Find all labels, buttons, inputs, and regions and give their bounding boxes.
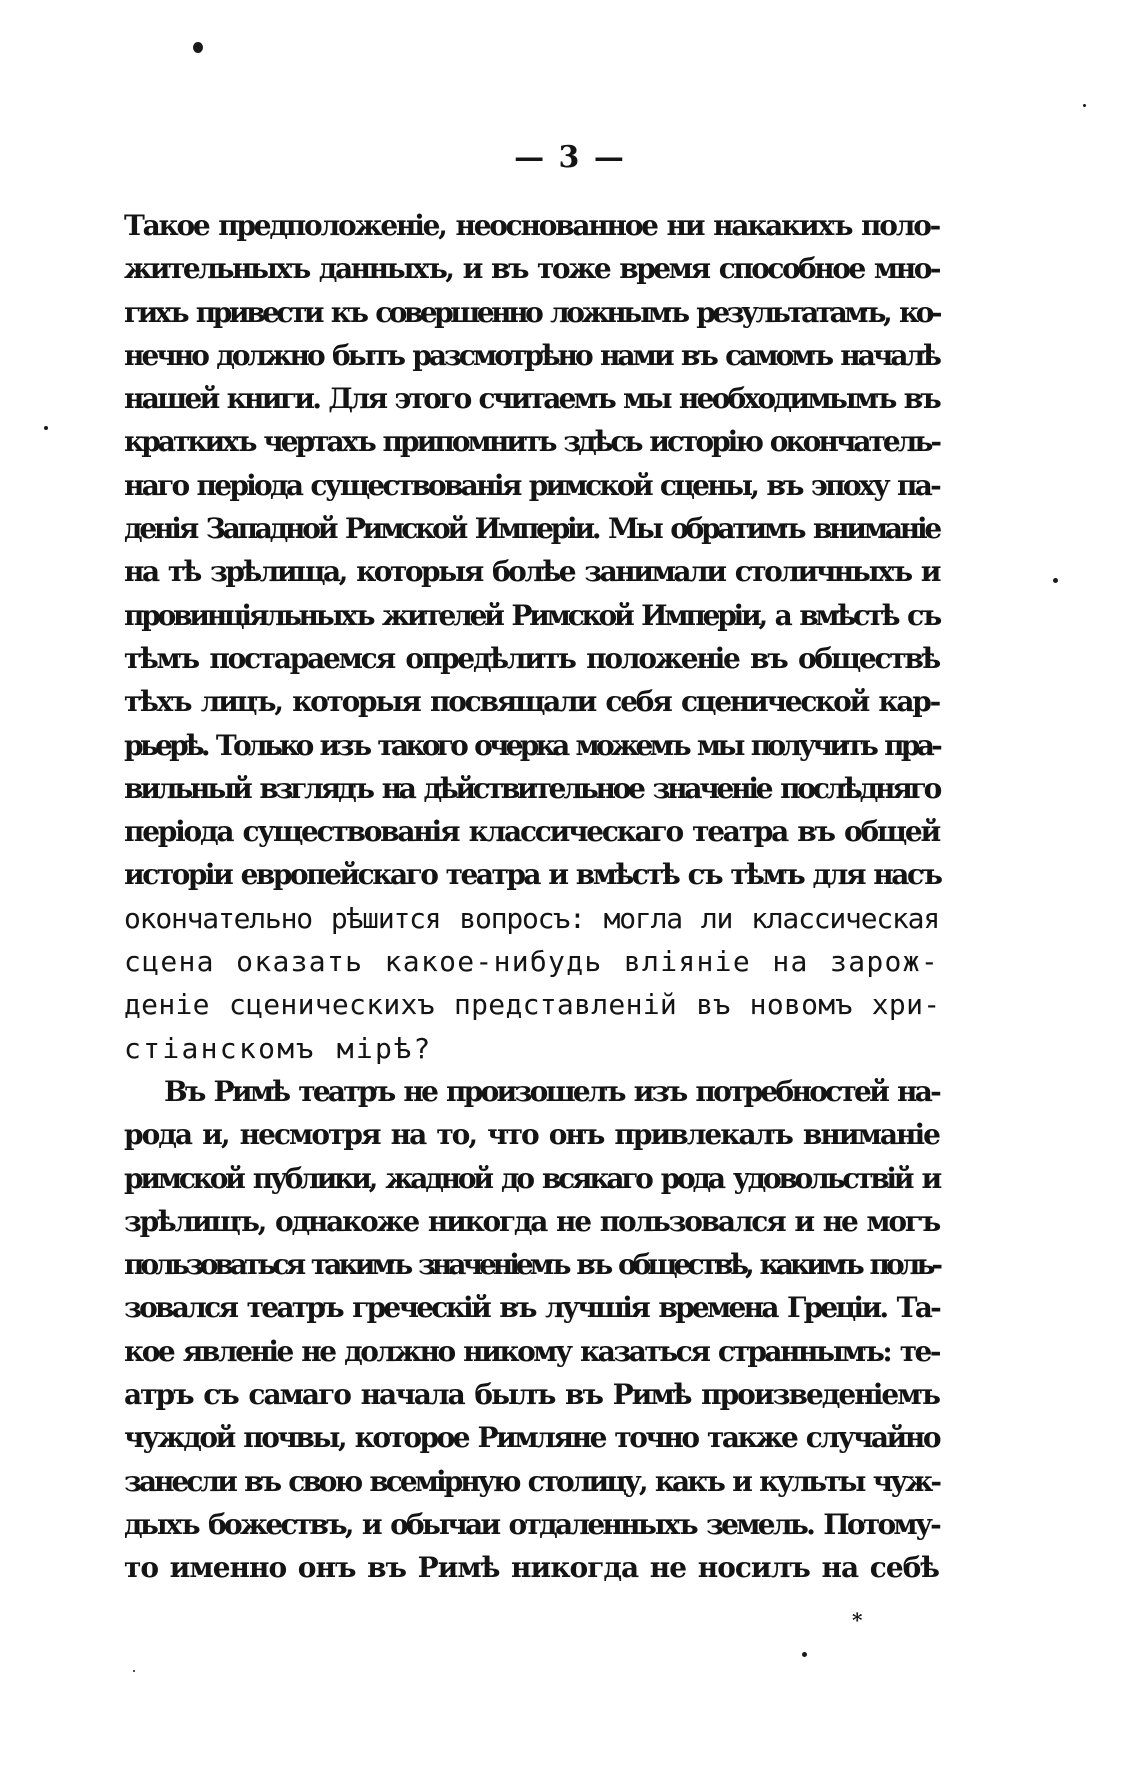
text-line: на тѣ зрѣлища, которыя болѣе занимали столичныхъ и xyxy=(124,555,939,589)
page-number: — 3 — xyxy=(514,140,626,175)
text-line: денiе сценическихъ представленiй въ новомъ хри- xyxy=(124,988,941,1022)
text-line: Въ Римѣ театръ не произошелъ изъ потребностей на- xyxy=(164,1074,939,1108)
scan-speck xyxy=(193,42,203,53)
text-line: атръ съ самаго начала былъ въ Римѣ произведенiемъ xyxy=(124,1378,939,1412)
text-line: окончательно рѣшится вопросъ: могла ли классическая xyxy=(124,901,939,935)
text-line: зовался театръ греческiй въ лучшiя времена Грецiи. Та- xyxy=(124,1291,939,1325)
text-line: вильный взглядъ на дѣйствительное значенiе послѣдняго xyxy=(124,771,939,805)
text-line: рьерѣ. Только изъ такого очерка можемъ мы получить пра- xyxy=(124,728,939,762)
footer-mark: * xyxy=(852,1608,863,1632)
text-line: исторiи европейскаго театра и вмѣстѣ съ тѣмъ для насъ xyxy=(124,858,941,892)
text-line: провинцiяльныхъ жителей Римской Имперiи, а вмѣстѣ съ xyxy=(124,598,939,632)
text-line: то именно онъ въ Римѣ никогда не носилъ на себѣ xyxy=(124,1551,939,1585)
text-line: кое явленiе не должно никому казаться страннымъ: те- xyxy=(124,1334,939,1368)
text-line: тѣхъ лицъ, которыя посвящали себя сценической кар- xyxy=(124,685,939,719)
scan-speck xyxy=(1053,578,1058,583)
scan-speck xyxy=(133,1670,135,1672)
body-text xyxy=(124,204,939,1590)
text-line: тѣмъ постараемся опредѣлить положенiе въ обществѣ xyxy=(124,641,939,675)
text-line: Такое предположенiе, неоснованное ни накакихъ поло- xyxy=(124,209,939,242)
text-line: чуждой почвы, которое Римляне точно также случайно xyxy=(124,1421,939,1455)
text-line: гихъ привести къ совершенно ложнымъ результатамъ, ко- xyxy=(124,295,939,329)
text-line: краткихъ чертахъ припомнить здѣсь исторiю окончатель- xyxy=(124,425,939,459)
text-line: дыхъ божествъ, и обычаи отдаленныхъ земель. Потому- xyxy=(124,1507,939,1541)
text-line: денiя Западной Римской Имперiи. Мы обратимъ вниманiе xyxy=(124,512,939,546)
scan-speck xyxy=(802,1652,807,1657)
text-line: перiода существованiя классическаго театра въ общей xyxy=(124,815,939,849)
text-line: пользоваться такимъ значенiемъ въ обществѣ, какимъ поль- xyxy=(124,1248,939,1282)
scan-speck xyxy=(44,426,48,430)
text-line: занесли въ свою всемiрную столицу, какъ и культы чуж- xyxy=(124,1464,939,1498)
text-line: рода и, несмотря на то, что онъ привлекалъ вниманiе xyxy=(124,1118,939,1152)
text-line: нечно должно быть разсмотрѣно нами въ самомъ началѣ xyxy=(124,338,939,372)
text-line: жительныхъ данныхъ, и въ тоже время способное мно- xyxy=(124,252,939,286)
text-line: сцена оказать какое-нибудь влiянiе на зарож- xyxy=(124,945,939,979)
text-line: наго перiода существованiя римской сцены, въ эпоху па- xyxy=(124,468,939,502)
text-line: нашей книги. Для этого считаемъ мы необходимымъ въ xyxy=(124,382,939,416)
text-line: римской публики, жадной до всякаго рода удовольствiй и xyxy=(124,1161,939,1195)
scan-speck xyxy=(1083,104,1086,107)
text-line: стiанскомъ мiрѣ? xyxy=(124,1031,433,1065)
text-line: зрѣлищъ, однакоже никогда не пользовался и не могъ xyxy=(124,1204,939,1238)
